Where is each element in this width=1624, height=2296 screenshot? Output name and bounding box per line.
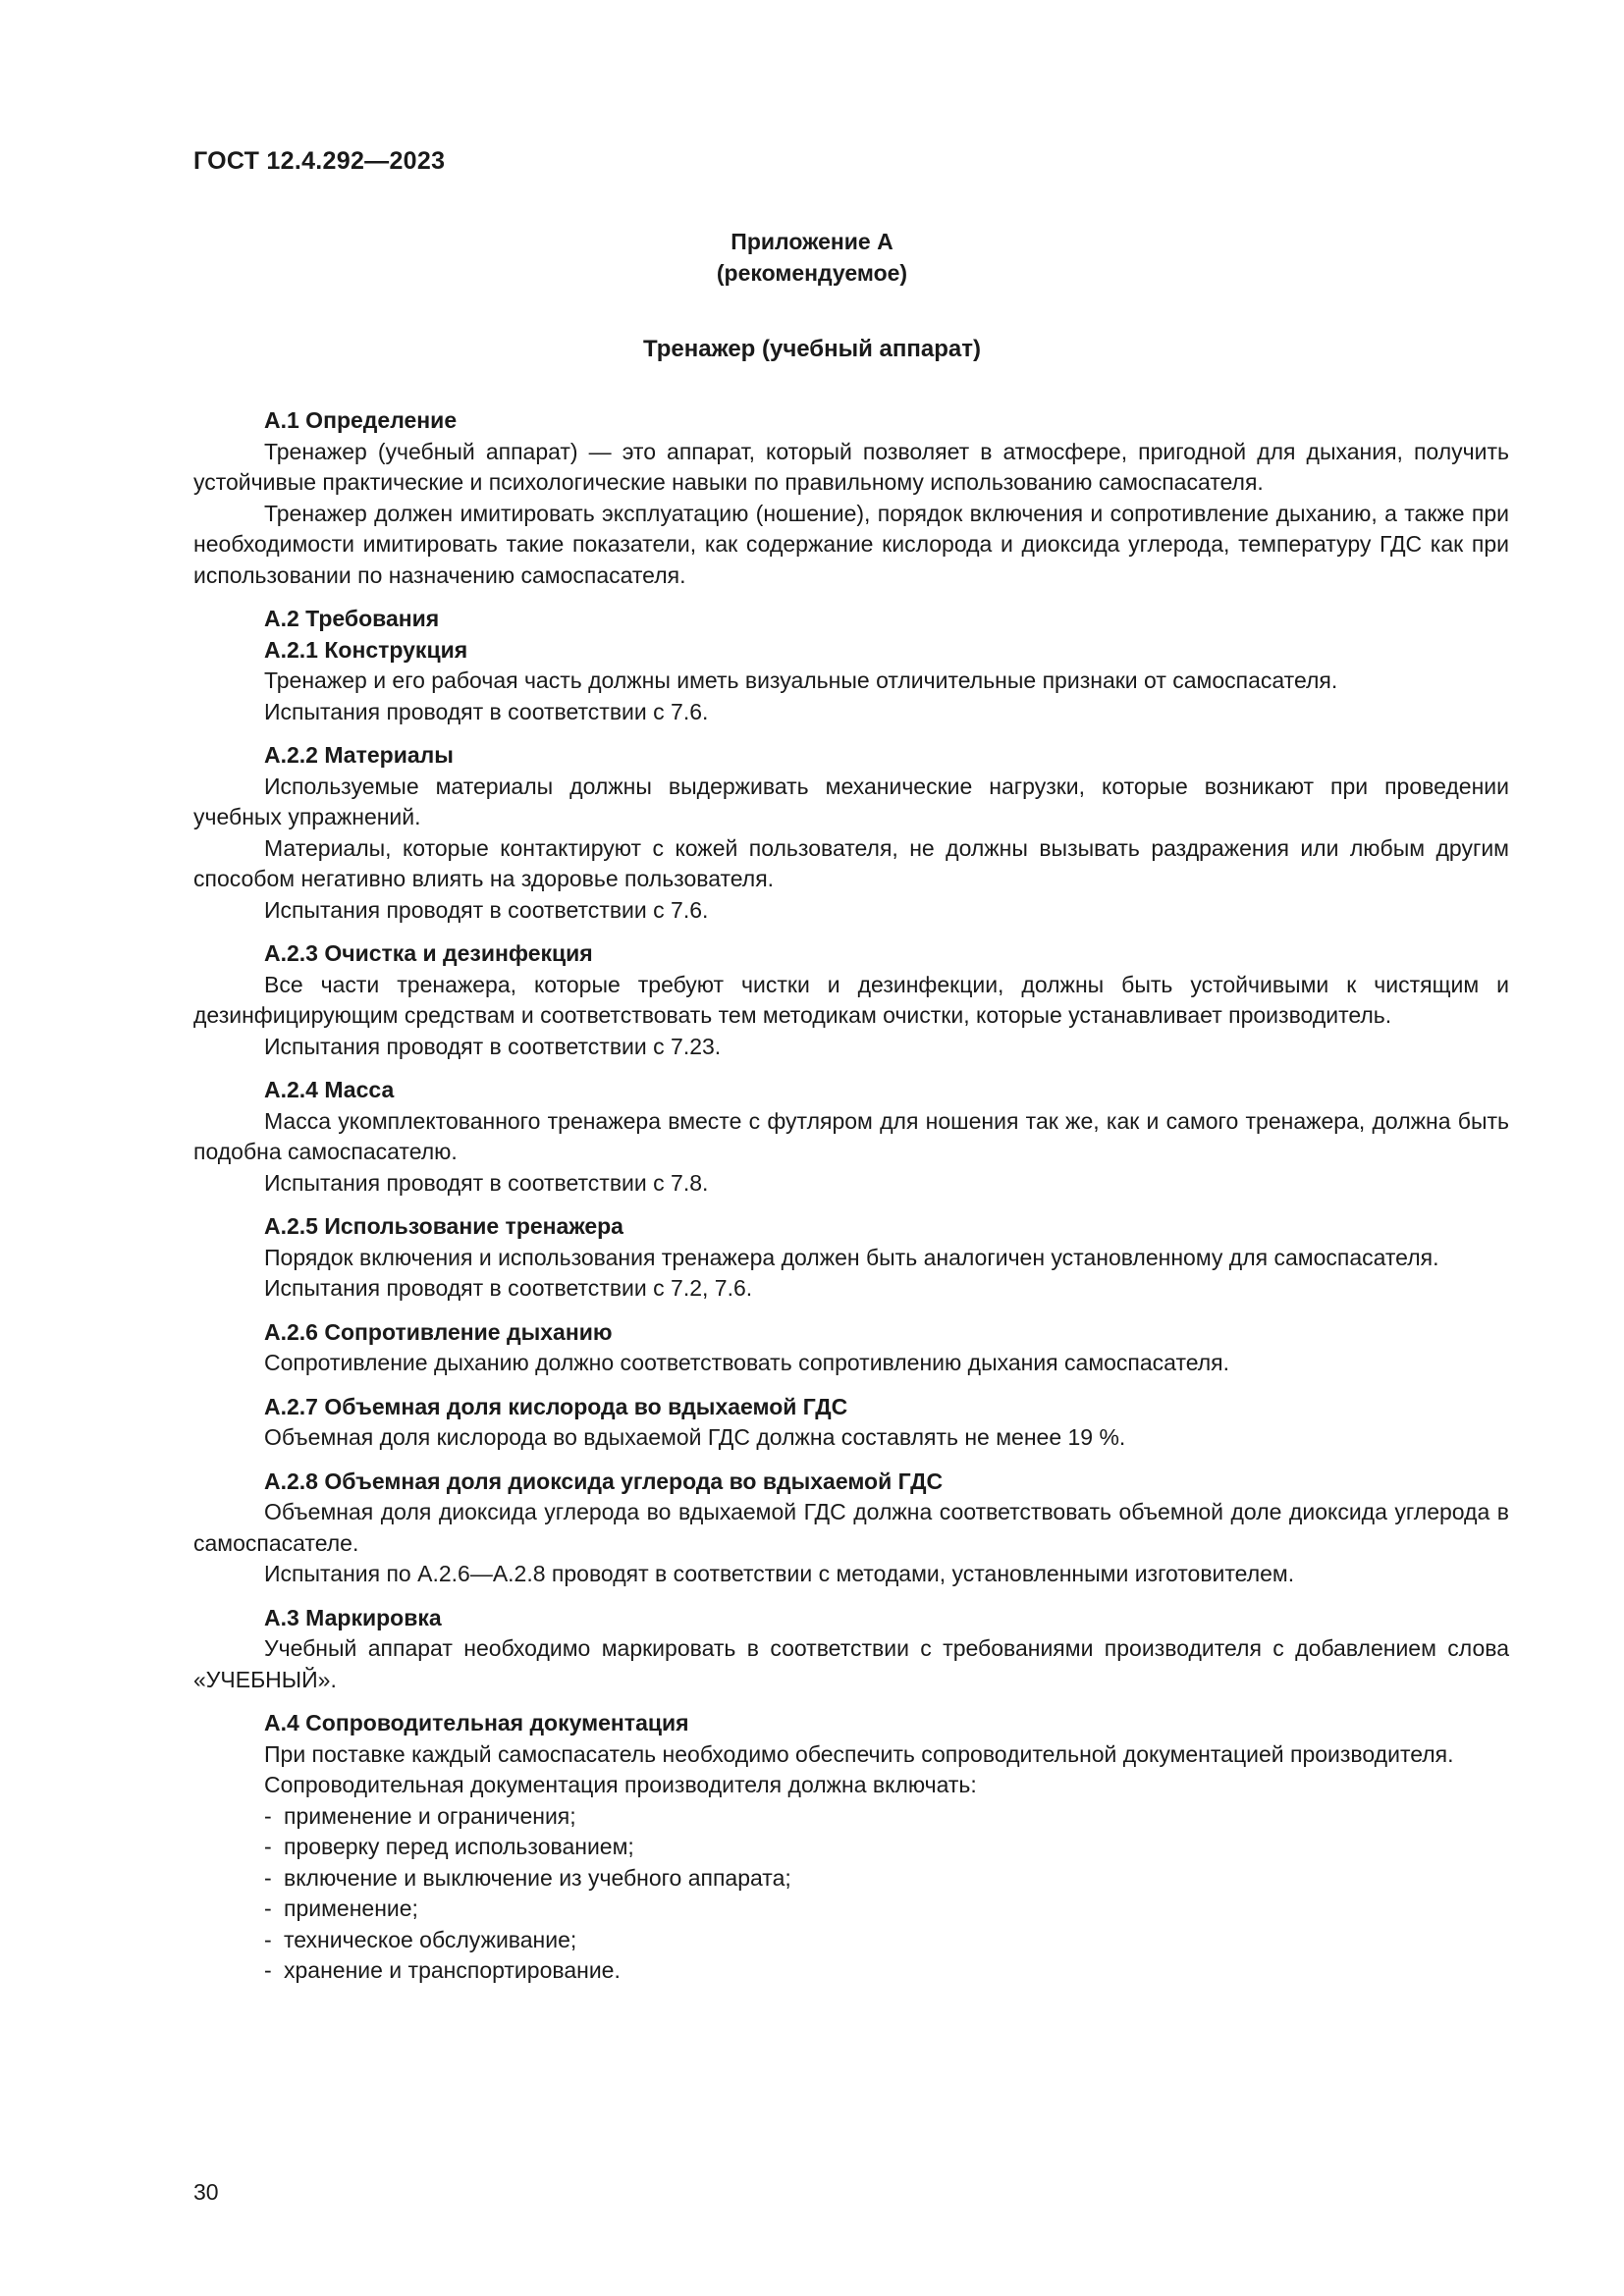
annex-status: (рекомендуемое) [716, 260, 908, 286]
paragraph: Испытания проводят в соответствии с 7.8. [264, 1169, 709, 1196]
list-item [264, 1925, 1509, 1956]
paragraph: Тренажер (учебный аппарат) — это аппарат, который позволяет в атмосфере, пригодной для дыхания, получить устойчивые практические и психологические навыки по правильному использованию самоспасателя. [193, 438, 1509, 495]
list-item-text: хранение и транспортирование. [284, 1957, 621, 1983]
documentation-list [193, 1801, 1509, 1987]
paragraph: Объемная доля кислорода во вдыхаемой ГДС должна составлять не менее 19 %. [264, 1424, 1126, 1450]
paragraph: Масса укомплектованного тренажера вместе с футляром для ношения так же, как и самого тренажера, должна быть подобна самоспасателю. [193, 1107, 1509, 1164]
list-bullet: - [264, 1864, 272, 1891]
list-bullet: - [264, 1896, 272, 1921]
subsection-heading-a2-1: А.2.1 Конструкция [264, 636, 468, 663]
paragraph: Тренажер и его рабочая часть должны иметь визуальные отличительные признаки от самоспасателя. [264, 667, 1338, 693]
paragraph: Порядок включения и использования тренажера должен быть аналогичен установленному для самоспасателя. [264, 1244, 1439, 1270]
page-number: 30 [193, 2179, 219, 2205]
paragraph: Все части тренажера, которые требуют чистки и дезинфекции, должны быть устойчивыми к чистящим и дезинфицирующим средствам и соответствовать тем методикам очистки, которые устанавливает производитель. [193, 971, 1509, 1028]
list-item [264, 1894, 1509, 1925]
paragraph: Тренажер должен имитировать эксплуатацию (ношение), порядок включения и сопротивление дыханию, а также при необходимости имитировать такие показатели, как содержание кислорода и диоксида углерода, температуру ГДС как при использовании по назначению самоспасателя. [193, 500, 1509, 588]
subsection-heading-a2-5: А.2.5 Использование тренажера [264, 1213, 623, 1239]
subsection-heading-a2-6: А.2.6 Сопротивление дыханию [264, 1318, 613, 1345]
list-item [264, 1801, 1509, 1833]
list-item-text: проверку перед использованием; [284, 1834, 634, 1859]
paragraph: Материалы, которые контактируют с кожей пользователя, не должны вызывать раздражения или любым другим способом негативно влиять на здоровье пользователя. [193, 834, 1509, 891]
section-heading-a1: А.1 Определение [264, 407, 458, 433]
subsection-heading-a2-2: А.2.2 Материалы [264, 742, 454, 768]
document-body [193, 405, 1509, 1987]
list-item-text: применение; [284, 1896, 418, 1921]
paragraph: Сопроводительная документация производителя должна включать: [264, 1772, 977, 1797]
paragraph: Испытания проводят в соответствии с 7.6. [264, 698, 709, 724]
section-heading-a2: А.2 Требования [264, 606, 440, 631]
list-item [264, 1863, 1509, 1895]
document-code-header: ГОСТ 12.4.292—2023 [193, 147, 446, 175]
paragraph: Объемная доля диоксида углерода во вдыхаемой ГДС должна соответствовать объемной доле диоксида углерода в самоспасателе. [193, 1499, 1509, 1556]
paragraph: Сопротивление дыханию должно соответствовать сопротивлению дыхания самоспасателя. [264, 1350, 1230, 1375]
paragraph: Используемые материалы должны выдерживать механические нагрузки, которые возникают при проведении учебных упражнений. [193, 773, 1509, 829]
paragraph: Испытания проводят в соответствии с 7.6. [264, 896, 709, 923]
list-bullet: - [264, 1834, 272, 1859]
annex-heading [0, 226, 1624, 289]
subsection-heading-a2-4: А.2.4 Масса [264, 1077, 395, 1102]
list-bullet: - [264, 1802, 272, 1829]
subsection-heading-a2-3: А.2.3 Очистка и дезинфекция [264, 940, 593, 966]
list-bullet: - [264, 1957, 272, 1983]
paragraph: Испытания проводят в соответствии с 7.2, 7.6. [264, 1275, 753, 1301]
list-item [264, 1955, 1509, 1987]
subsection-heading-a2-8: А.2.8 Объемная доля диоксида углерода во вдыхаемой ГДС [264, 1468, 944, 1494]
paragraph: При поставке каждый самоспасатель необходимо обеспечить сопроводительной документацией производителя. [264, 1740, 1454, 1767]
paragraph: Испытания проводят в соответствии с 7.23. [264, 1033, 722, 1059]
paragraph: Учебный аппарат необходимо маркировать в соответствии с требованиями производителя с добавлением слова «УЧЕБНЫЙ». [193, 1635, 1509, 1692]
list-item-text: техническое обслуживание; [284, 1926, 577, 1952]
list-item [264, 1832, 1509, 1863]
section-heading-a3: А.3 Маркировка [264, 1604, 442, 1630]
annex-title: Тренажер (учебный аппарат) [643, 336, 981, 362]
section-heading-a4: А.4 Сопроводительная документация [264, 1710, 689, 1735]
subsection-heading-a2-7: А.2.7 Объемная доля кислорода во вдыхаемой ГДС [264, 1393, 848, 1419]
paragraph: Испытания по А.2.6—А.2.8 проводят в соответствии с методами, установленными изготовителем. [264, 1561, 1295, 1586]
annex-label: Приложение А [731, 229, 893, 254]
list-item-text: включение и выключение из учебного аппарата; [284, 1864, 791, 1891]
list-bullet: - [264, 1926, 272, 1952]
list-item-text: применение и ограничения; [284, 1802, 576, 1829]
